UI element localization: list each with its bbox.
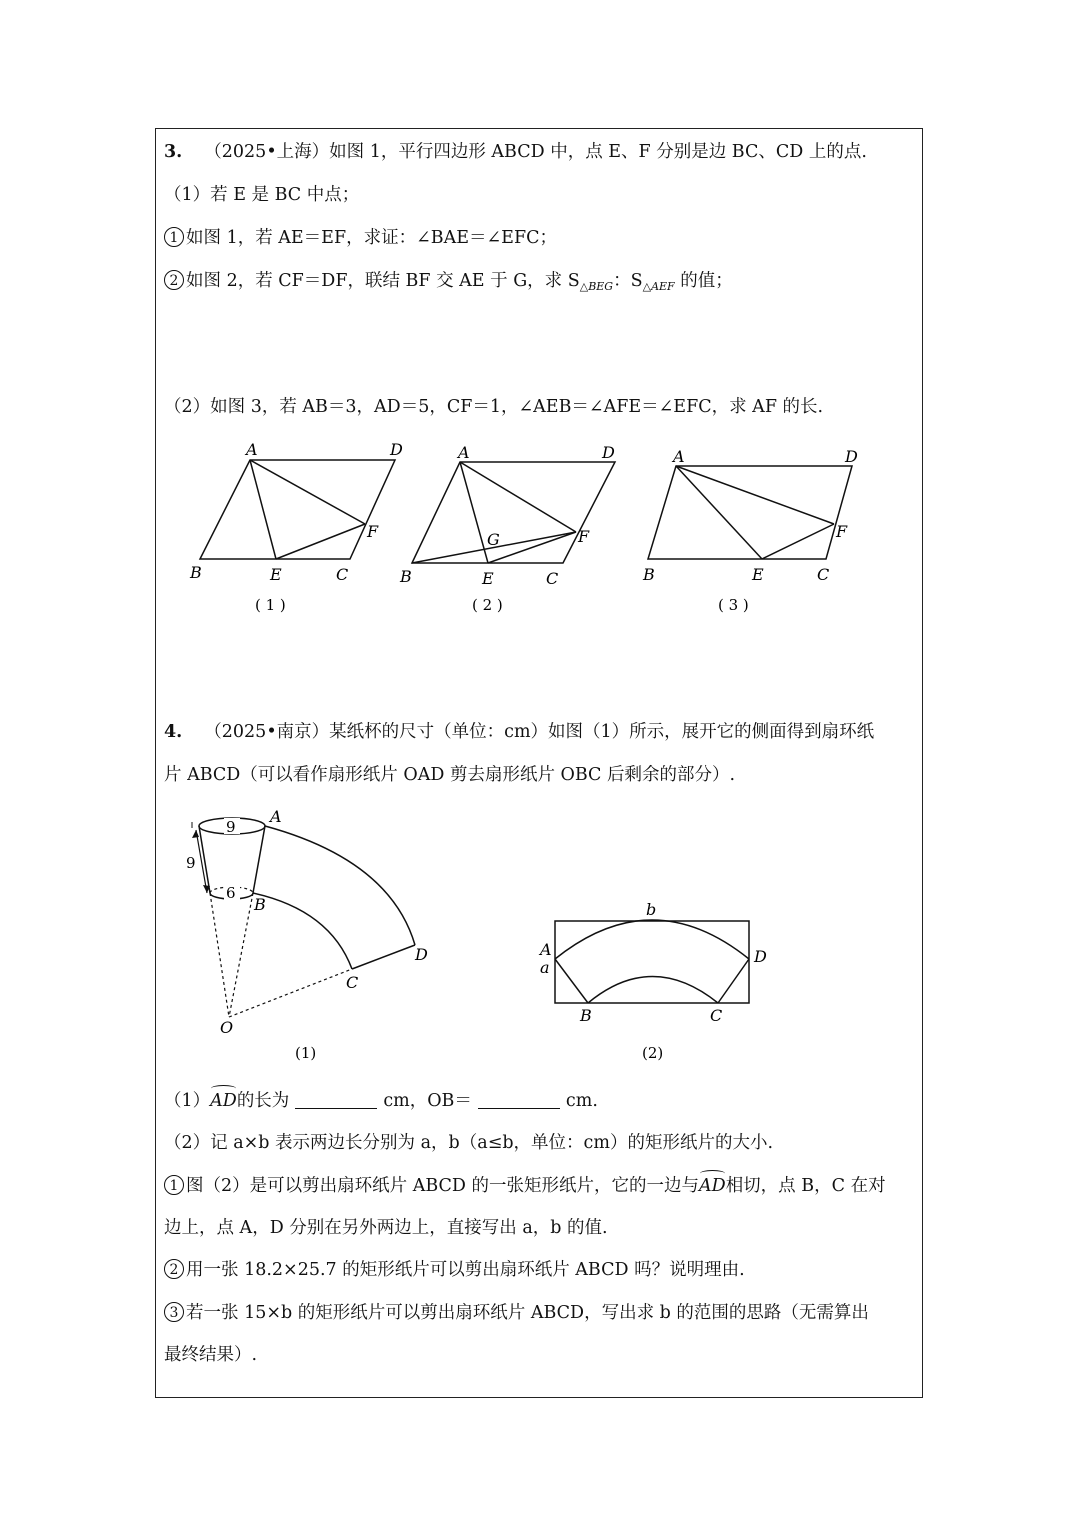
q4-part1-unit1: cm，OB＝ bbox=[383, 1091, 472, 1111]
q3-sub2-subscript1: △BEG bbox=[579, 280, 614, 293]
fig4-label-O: O bbox=[220, 1018, 234, 1037]
fig2-label-E: E bbox=[482, 569, 494, 588]
q3-figures bbox=[0, 0, 1080, 640]
fig1-label-B: B bbox=[190, 563, 202, 582]
fig3-label-C: C bbox=[817, 565, 830, 584]
fig1-label-D: D bbox=[390, 440, 403, 459]
q4-sub1-line2: 边上，点 A，D 分别在另外两边上，直接写出 a，b 的值. bbox=[164, 1218, 608, 1238]
fig1-label-E: E bbox=[270, 565, 282, 584]
fig4-caption1: (1) bbox=[295, 1044, 317, 1062]
fig2-label-B: B bbox=[400, 567, 412, 586]
q3-stem: （2025•上海）如图 1，平行四边形 ABCD 中，点 E、F 分别是边 BC、CD 上的点. bbox=[204, 142, 867, 162]
fig5-label-C: C bbox=[710, 1006, 723, 1025]
q4-sub2-line bbox=[164, 1258, 745, 1282]
q4-stem-line1 bbox=[164, 720, 874, 744]
q4-part1-unit2: cm. bbox=[565, 1091, 598, 1111]
q3-sub2-post: 的值； bbox=[674, 271, 733, 291]
circled-number-2: 2 bbox=[164, 270, 184, 290]
q3-sub2-subscript2: △AEF bbox=[642, 280, 675, 293]
q4-sub3-line1-text: 若一张 15×b 的矩形纸片可以剪出扇环纸片 ABCD，写出求 b 的范围的思路（无需算出 bbox=[186, 1303, 869, 1323]
q4-figure-2 bbox=[555, 920, 749, 1003]
fig1-caption: ( 1 ) bbox=[255, 596, 286, 614]
answer-blank-1[interactable] bbox=[295, 1092, 377, 1109]
fig4-label-B: B bbox=[254, 895, 266, 914]
fig1-label-C: C bbox=[336, 565, 349, 584]
q4-figure-1 bbox=[192, 818, 415, 1017]
fig4-label-A: A bbox=[270, 807, 282, 826]
fig3-label-D: D bbox=[845, 447, 858, 466]
fig4-side-dimension: 9 bbox=[186, 854, 196, 872]
q4-sub3-line2: 最终结果）. bbox=[164, 1345, 258, 1365]
fig3-label-B: B bbox=[643, 565, 655, 584]
fig5-label-a: a bbox=[540, 958, 550, 977]
fig2-label-D: D bbox=[602, 443, 615, 462]
q4-stem2: 片 ABCD（可以看作扇形纸片 OAD 剪去扇形纸片 OBC 后剩余的部分）. bbox=[164, 765, 736, 785]
q3-sub1: 如图 1，若 AE＝EF，求证：∠BAE＝∠EFC； bbox=[186, 228, 557, 248]
circled-number-1: 1 bbox=[164, 227, 184, 247]
arc-AD: AD bbox=[210, 1091, 237, 1111]
fig3-label-F: F bbox=[836, 522, 848, 541]
q4-figures bbox=[0, 790, 1080, 1070]
q3-sub2-pre: 如图 2，若 CF＝DF，联结 BF 交 AE 于 G，求 S bbox=[186, 271, 580, 291]
q4-number: 4. bbox=[164, 722, 183, 742]
q3-number: 3. bbox=[164, 142, 183, 162]
fig4-bottom-dimension: 6 bbox=[226, 884, 236, 902]
fig3-caption: ( 3 ) bbox=[718, 596, 749, 614]
fig4-label-C: C bbox=[346, 973, 359, 992]
q4-sub1-post: 相切，点 B，C 在对 bbox=[725, 1176, 886, 1196]
q4-stem1: （2025•南京）某纸杯的尺寸（单位：cm）如图（1）所示，展开它的侧面得到扇环纸 bbox=[204, 722, 875, 742]
fig1-label-F: F bbox=[367, 522, 379, 541]
q3-sub2-mid: ：S bbox=[613, 271, 643, 291]
fig5-label-B: B bbox=[580, 1006, 592, 1025]
fig2-label-G: G bbox=[487, 530, 500, 549]
fig2-caption: ( 2 ) bbox=[472, 596, 503, 614]
q4-sub1-line1 bbox=[164, 1174, 886, 1198]
q4-part1-pre: （1） bbox=[164, 1091, 211, 1111]
fig5-caption2: (2) bbox=[642, 1044, 664, 1062]
fig2-label-C: C bbox=[546, 569, 559, 588]
fig4-top-dimension: 9 bbox=[226, 818, 236, 836]
fig1-label-A: A bbox=[246, 440, 258, 459]
fig2-label-A: A bbox=[458, 443, 470, 462]
fig3-label-E: E bbox=[752, 565, 764, 584]
fig3-label-A: A bbox=[673, 447, 685, 466]
q3-figure-1 bbox=[200, 460, 395, 559]
fig5-label-b: b bbox=[646, 900, 657, 919]
answer-blank-2[interactable] bbox=[478, 1092, 560, 1109]
q3-part2: （2）如图 3，若 AB＝3，AD＝5，CF＝1，∠AEB＝∠AFE＝∠EFC，求 AF 的长. bbox=[164, 397, 824, 417]
q4-part1-line bbox=[164, 1089, 598, 1113]
fig2-label-F: F bbox=[578, 527, 590, 546]
fig4-label-D: D bbox=[415, 945, 428, 964]
q4-sub2: 用一张 18.2×25.7 的矩形纸片可以剪出扇环纸片 ABCD 吗？说明理由. bbox=[186, 1260, 745, 1280]
circled-number-3: 3 bbox=[164, 1302, 184, 1322]
q3-part1: （1）若 E 是 BC 中点； bbox=[164, 185, 360, 205]
circled-number-2: 2 bbox=[164, 1259, 184, 1279]
fig5-label-A: A bbox=[540, 940, 552, 959]
q4-part1-mid: 的长为 bbox=[236, 1091, 290, 1111]
q4-part2: （2）记 a×b 表示两边长分别为 a，b（a≤b，单位：cm）的矩形纸片的大小. bbox=[164, 1133, 774, 1153]
q4-sub1-pre: 图（2）是可以剪出扇环纸片 ABCD 的一张矩形纸片，它的一边与 bbox=[186, 1176, 700, 1196]
fig5-label-D: D bbox=[754, 947, 767, 966]
q3-figure-3 bbox=[648, 466, 852, 559]
q3-figure-2 bbox=[412, 462, 615, 563]
arc-AD: AD bbox=[699, 1176, 726, 1196]
circled-number-1: 1 bbox=[164, 1175, 184, 1195]
q4-sub3-line1 bbox=[164, 1301, 869, 1325]
